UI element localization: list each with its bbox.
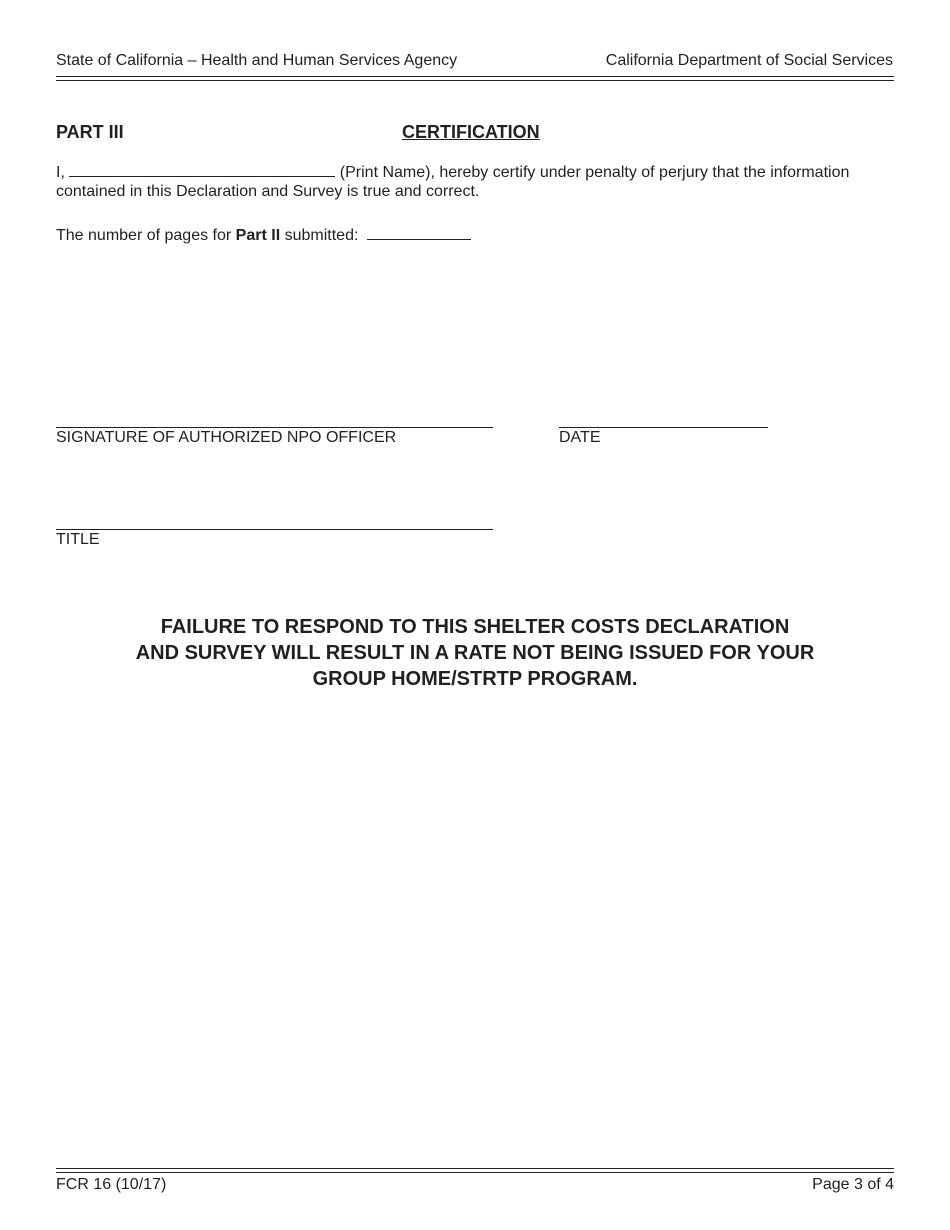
failure-notice bbox=[0, 614, 950, 692]
pages-count-field[interactable] bbox=[367, 225, 471, 240]
certification-text: (Print Name), hereby certify under penalty of perjury that the information bbox=[339, 164, 850, 181]
pages-label-prefix: The number of pages for bbox=[56, 227, 232, 244]
form-id: FCR 16 (10/17) bbox=[56, 1176, 167, 1193]
page-number: Page 3 of 4 bbox=[812, 1176, 894, 1193]
footer-rule-bottom bbox=[56, 1172, 894, 1173]
footer-rule-top bbox=[56, 1168, 894, 1169]
notice-line-2: AND SURVEY WILL RESULT IN A RATE NOT BEING ISSUED FOR YOUR bbox=[135, 642, 815, 664]
date-label: DATE bbox=[559, 429, 601, 446]
title-field[interactable] bbox=[56, 529, 493, 530]
signature-field[interactable] bbox=[56, 427, 493, 428]
header-agency: State of California – Health and Human Services Agency bbox=[56, 52, 458, 69]
certification-line-1 bbox=[56, 162, 849, 183]
notice-line-3: GROUP HOME/STRTP PROGRAM. bbox=[312, 668, 638, 690]
date-field[interactable] bbox=[559, 427, 768, 428]
header-rule-bottom bbox=[56, 80, 894, 81]
certification-line-2: contained in this Declaration and Survey is true and correct. bbox=[56, 183, 480, 200]
certification-prefix: I, bbox=[56, 164, 65, 181]
header-department: California Department of Social Services bbox=[605, 52, 893, 69]
notice-line-1: FAILURE TO RESPOND TO THIS SHELTER COSTS DECLARATION bbox=[160, 616, 790, 638]
part-heading: PART III bbox=[56, 122, 124, 142]
signature-label: SIGNATURE OF AUTHORIZED NPO OFFICER bbox=[56, 429, 397, 446]
pages-label-suffix: submitted: bbox=[284, 227, 359, 244]
pages-line bbox=[56, 225, 471, 246]
certification-heading: CERTIFICATION bbox=[402, 122, 540, 142]
header-rule-top bbox=[56, 76, 894, 77]
pages-label-bold: Part II bbox=[235, 227, 281, 244]
title-label: TITLE bbox=[56, 531, 100, 548]
print-name-field[interactable] bbox=[69, 162, 335, 177]
